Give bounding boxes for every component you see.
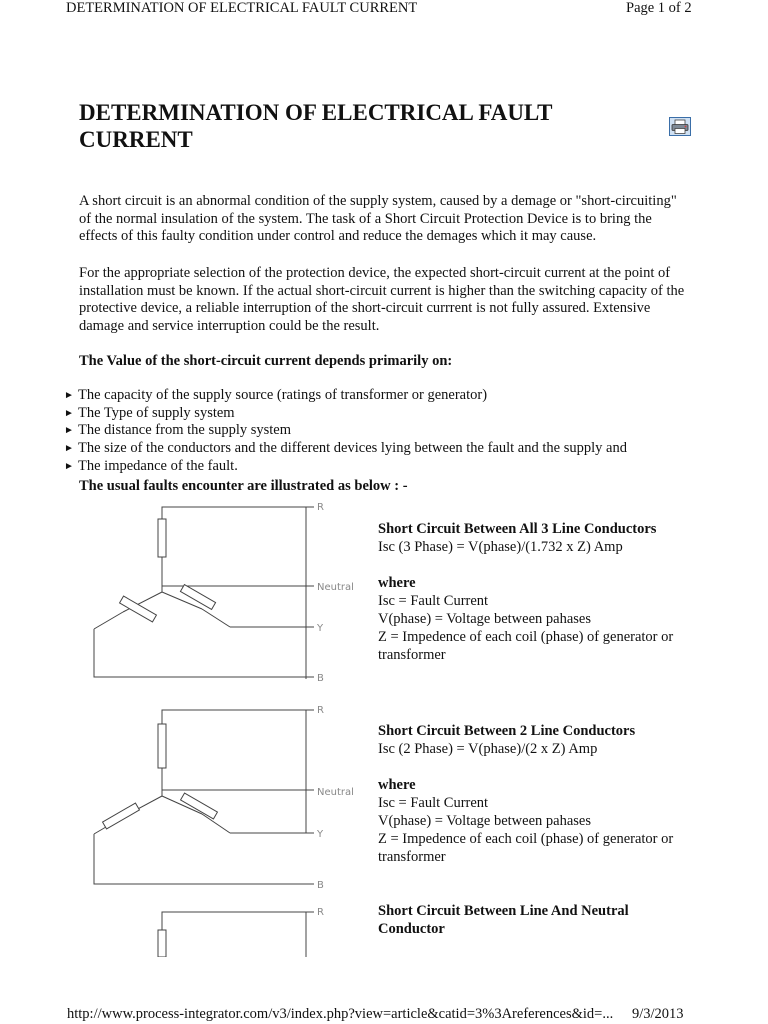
list-item bbox=[64, 440, 627, 458]
footer-date: 9/3/2013 bbox=[632, 1006, 684, 1022]
list-item bbox=[64, 458, 627, 476]
label-r: R bbox=[317, 502, 324, 513]
definition-isc: Isc = Fault Current bbox=[378, 795, 489, 811]
label-r: R bbox=[317, 907, 324, 918]
depends-heading: The Value of the short-circuit current depends primarily on: bbox=[79, 353, 453, 369]
diagram-two-phase-fault bbox=[88, 700, 373, 895]
list-item-text: The distance from the supply system bbox=[78, 422, 292, 439]
label-r: R bbox=[317, 705, 324, 716]
list-item-text: The capacity of the supply source (ratings of transformer or generator) bbox=[78, 387, 488, 403]
bullet-icon: ► bbox=[64, 390, 74, 401]
diagram-wiring bbox=[94, 710, 314, 884]
faults-caption: The usual faults encounter are illustrated as below : - bbox=[79, 478, 408, 494]
bullet-icon: ► bbox=[64, 443, 74, 455]
coil-r bbox=[158, 519, 166, 557]
label-neutral: Neutral bbox=[317, 582, 354, 593]
bullet-icon: ► bbox=[64, 425, 74, 437]
section-three-phase bbox=[378, 520, 698, 664]
page-title bbox=[79, 99, 599, 153]
page-title-line-1: DETERMINATION OF ELECTRICAL FAULT bbox=[79, 100, 553, 125]
where-label: where bbox=[378, 777, 416, 793]
diagram-line-neutral-fault bbox=[88, 902, 373, 957]
list-item-text: The Type of supply system bbox=[78, 404, 235, 421]
label-neutral: Neutral bbox=[317, 787, 354, 798]
running-header-title: DETERMINATION OF ELECTRICAL FAULT CURRENT bbox=[66, 0, 418, 16]
definition-z: Z = Impedence of each coil (phase) of generator or transformer bbox=[378, 629, 674, 663]
section-heading: Short Circuit Between All 3 Line Conductors bbox=[378, 521, 657, 537]
footer-url: http://www.process-integrator.com/v3/index.php?view=article&catid=3%3Areferences&id=... bbox=[67, 1006, 614, 1022]
coil-b bbox=[103, 803, 140, 829]
definition-isc: Isc = Fault Current bbox=[378, 593, 489, 609]
coil-y bbox=[180, 585, 215, 610]
page-number: Page 1 of 2 bbox=[626, 0, 692, 16]
section-heading: Short Circuit Between 2 Line Conductors bbox=[378, 723, 636, 739]
coil-r bbox=[158, 724, 166, 768]
section-line-neutral bbox=[378, 902, 668, 938]
list-item bbox=[64, 405, 627, 423]
list-item-text: The impedance of the fault. bbox=[78, 457, 238, 474]
label-y: Y bbox=[317, 623, 324, 634]
bullet-icon: ► bbox=[64, 460, 74, 472]
printer-icon[interactable] bbox=[669, 117, 691, 136]
section-two-phase bbox=[378, 722, 698, 866]
label-b: B bbox=[317, 673, 324, 684]
page-title-line-2: CURRENT bbox=[79, 127, 193, 152]
section-heading: Short Circuit Between Line And Neutral Conductor bbox=[378, 903, 629, 937]
formula: Isc (2 Phase) = V(phase)/(2 x Z) Amp bbox=[378, 741, 598, 757]
coil-b bbox=[120, 596, 157, 622]
coil-r bbox=[158, 930, 166, 957]
formula: Isc (3 Phase) = V(phase)/(1.732 x Z) Amp bbox=[378, 539, 623, 555]
where-label: where bbox=[378, 575, 416, 591]
list-item-text: The size of the conductors and the different devices lying between the fault and the supply and bbox=[78, 440, 627, 457]
diagram-wiring bbox=[162, 912, 314, 957]
diagram-three-phase-fault bbox=[88, 497, 373, 687]
definition-vphase: V(phase) = Voltage between pahases bbox=[378, 611, 591, 627]
bullet-icon: ► bbox=[64, 407, 74, 419]
label-b: B bbox=[317, 880, 324, 891]
definition-vphase: V(phase) = Voltage between pahases bbox=[378, 813, 591, 829]
list-item bbox=[64, 387, 627, 405]
coil-y bbox=[181, 793, 218, 819]
list-item bbox=[64, 422, 627, 440]
label-y: Y bbox=[317, 829, 324, 840]
definition-z: Z = Impedence of each coil (phase) of generator or transformer bbox=[378, 831, 674, 865]
factor-list bbox=[64, 387, 627, 476]
intro-paragraph-1: A short circuit is an abnormal condition of the supply system, caused by a demage or "short-circuiting" of the normal insulation of the system. The task of a Short Circuit Protection Device is to bring the effects of this faulty condition under control and reduce the demages which it may cause. bbox=[79, 193, 677, 245]
intro-paragraph-2: For the appropriate selection of the protection device, the expected short-circuit current at the point of installation must be known. If the actual short-circuit current is higher than the switching capacity of the protective device, a reliable interruption of the short-circuit currrent is not fully assured. Extensive damage and service interruption could be the result. bbox=[79, 265, 685, 335]
diagram-wiring bbox=[94, 507, 314, 679]
